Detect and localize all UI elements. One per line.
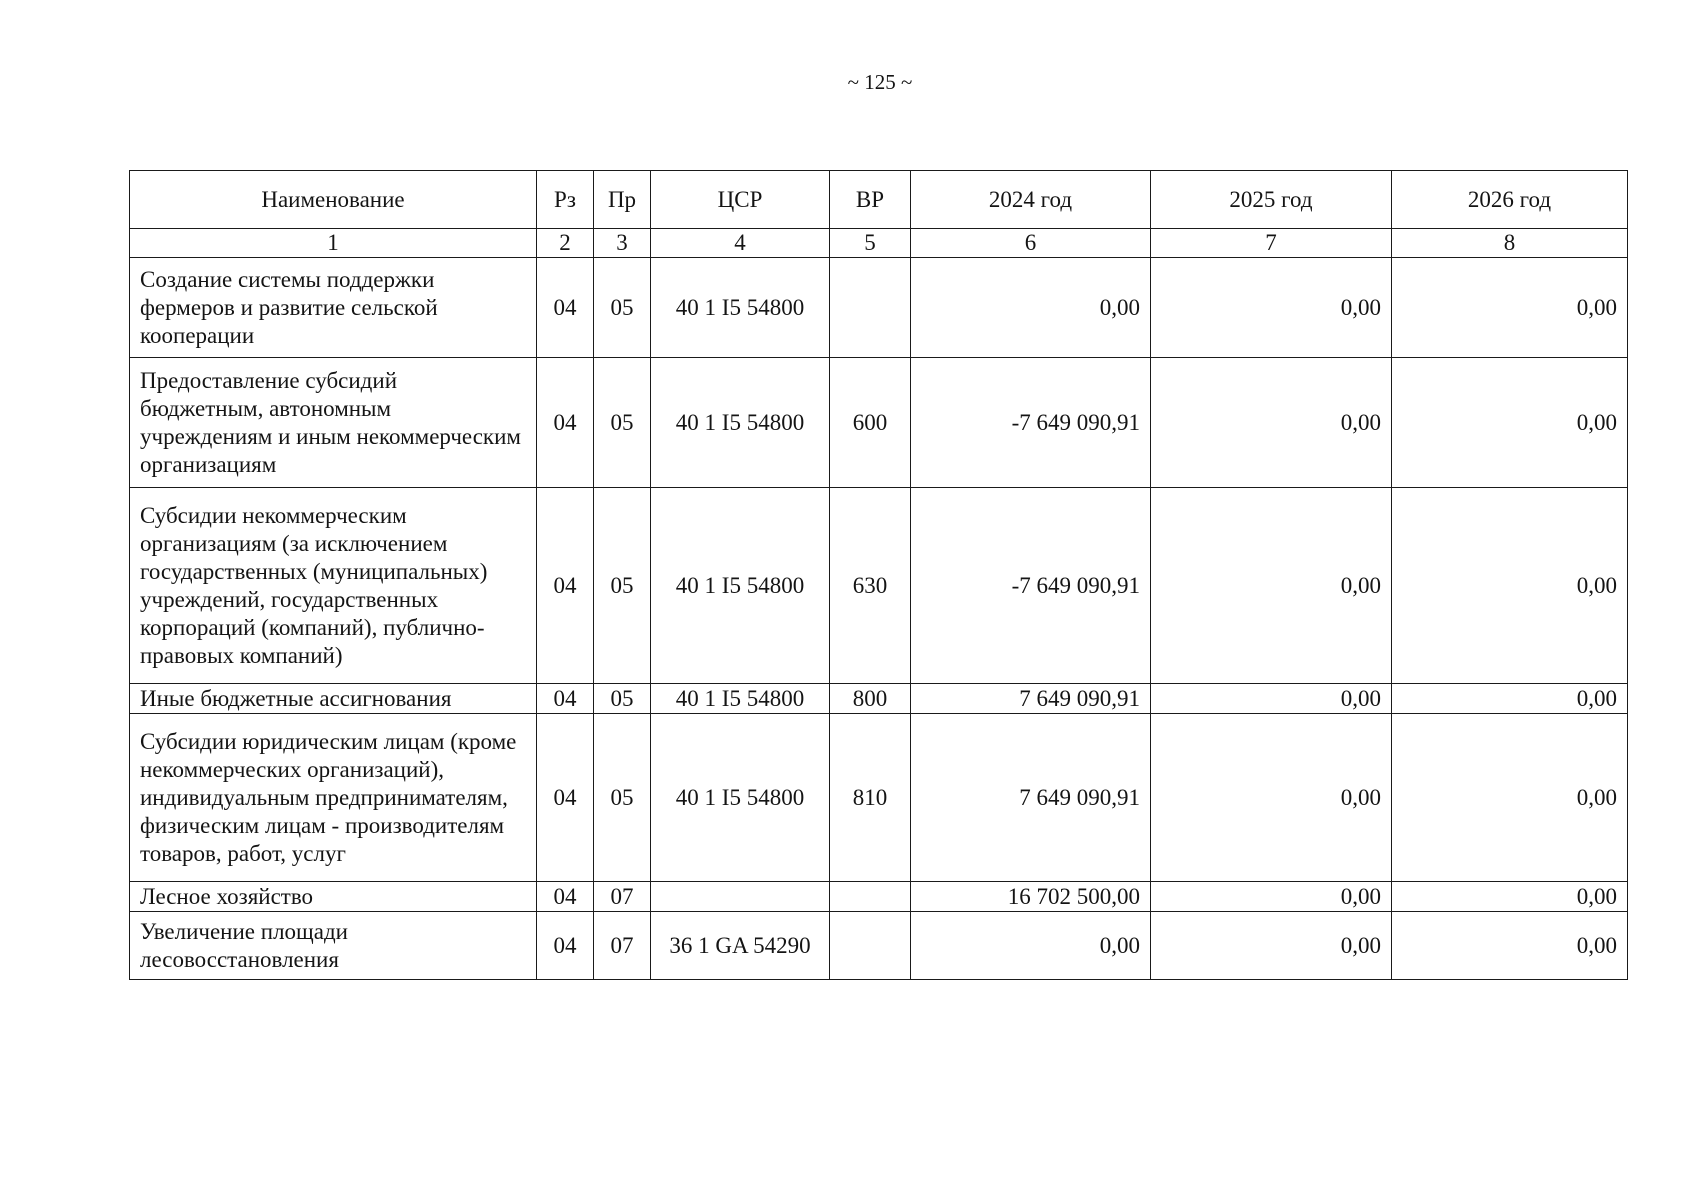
column-number: 5 [830, 229, 911, 258]
column-number: 4 [651, 229, 830, 258]
header-rz: Рз [537, 171, 594, 229]
row-rz: 04 [537, 684, 594, 714]
row-name: Субсидии юридическим лицам (кроме некоммерческих организаций), индивидуальным предпринимателям, физическим лицам - производителям товаров, работ, услуг [130, 714, 537, 882]
table-row [130, 684, 1628, 714]
row-2026: 0,00 [1392, 912, 1628, 980]
column-number: 2 [537, 229, 594, 258]
row-2026: 0,00 [1392, 714, 1628, 882]
row-2026: 0,00 [1392, 882, 1628, 912]
table-row [130, 882, 1628, 912]
row-pr: 07 [594, 882, 651, 912]
row-2026: 0,00 [1392, 684, 1628, 714]
row-pr: 05 [594, 684, 651, 714]
row-2024: 0,00 [911, 258, 1151, 358]
header-2026: 2026 год [1392, 171, 1628, 229]
row-rz: 04 [537, 714, 594, 882]
row-2025: 0,00 [1151, 912, 1392, 980]
row-name: Лесное хозяйство [130, 882, 537, 912]
column-number: 8 [1392, 229, 1628, 258]
row-2025: 0,00 [1151, 882, 1392, 912]
header-csr: ЦСР [651, 171, 830, 229]
column-number: 1 [130, 229, 537, 258]
row-rz: 04 [537, 258, 594, 358]
row-2026: 0,00 [1392, 358, 1628, 488]
row-rz: 04 [537, 358, 594, 488]
row-2024: 7 649 090,91 [911, 684, 1151, 714]
header-vr: ВР [830, 171, 911, 229]
column-number: 3 [594, 229, 651, 258]
header-row [130, 171, 1628, 229]
row-name: Иные бюджетные ассигнования [130, 684, 537, 714]
row-pr: 05 [594, 258, 651, 358]
row-rz: 04 [537, 488, 594, 684]
row-csr: 40 1 I5 54800 [651, 258, 830, 358]
row-pr: 05 [594, 358, 651, 488]
column-number-row [130, 229, 1628, 258]
row-csr [651, 882, 830, 912]
row-2024: -7 649 090,91 [911, 358, 1151, 488]
row-vr: 810 [830, 714, 911, 882]
table-row [130, 488, 1628, 684]
row-csr: 40 1 I5 54800 [651, 358, 830, 488]
table-row [130, 912, 1628, 980]
header-2025: 2025 год [1151, 171, 1392, 229]
row-pr: 05 [594, 714, 651, 882]
row-name: Увеличение площади лесовосстановления [130, 912, 537, 980]
row-vr: 800 [830, 684, 911, 714]
row-2025: 0,00 [1151, 714, 1392, 882]
row-2024: -7 649 090,91 [911, 488, 1151, 684]
row-2025: 0,00 [1151, 684, 1392, 714]
row-vr: 630 [830, 488, 911, 684]
row-2024: 16 702 500,00 [911, 882, 1151, 912]
row-2024: 0,00 [911, 912, 1151, 980]
row-2026: 0,00 [1392, 258, 1628, 358]
row-name: Субсидии некоммерческим организациям (за исключением государственных (муниципальных) учреждений, государственных корпораций (компаний), публично-правовых компаний) [130, 488, 537, 684]
row-rz: 04 [537, 912, 594, 980]
row-2025: 0,00 [1151, 358, 1392, 488]
table-row [130, 258, 1628, 358]
row-pr: 05 [594, 488, 651, 684]
row-pr: 07 [594, 912, 651, 980]
row-csr: 40 1 I5 54800 [651, 488, 830, 684]
row-csr: 36 1 GA 54290 [651, 912, 830, 980]
row-2026: 0,00 [1392, 488, 1628, 684]
column-number: 6 [911, 229, 1151, 258]
row-name: Предоставление субсидий бюджетным, автономным учреждениям и иным некоммерческим организациям [130, 358, 537, 488]
row-vr [830, 882, 911, 912]
column-number: 7 [1151, 229, 1392, 258]
row-csr: 40 1 I5 54800 [651, 714, 830, 882]
row-name: Создание системы поддержки фермеров и развитие сельской кооперации [130, 258, 537, 358]
row-vr [830, 258, 911, 358]
page-number: ~ 125 ~ [847, 70, 913, 94]
header-2024: 2024 год [911, 171, 1151, 229]
table-row [130, 358, 1628, 488]
header-pr: Пр [594, 171, 651, 229]
row-csr: 40 1 I5 54800 [651, 684, 830, 714]
budget-table [129, 170, 1628, 980]
header-name: Наименование [130, 171, 537, 229]
row-vr [830, 912, 911, 980]
row-rz: 04 [537, 882, 594, 912]
row-2025: 0,00 [1151, 258, 1392, 358]
row-vr: 600 [830, 358, 911, 488]
row-2024: 7 649 090,91 [911, 714, 1151, 882]
table-row [130, 714, 1628, 882]
row-2025: 0,00 [1151, 488, 1392, 684]
